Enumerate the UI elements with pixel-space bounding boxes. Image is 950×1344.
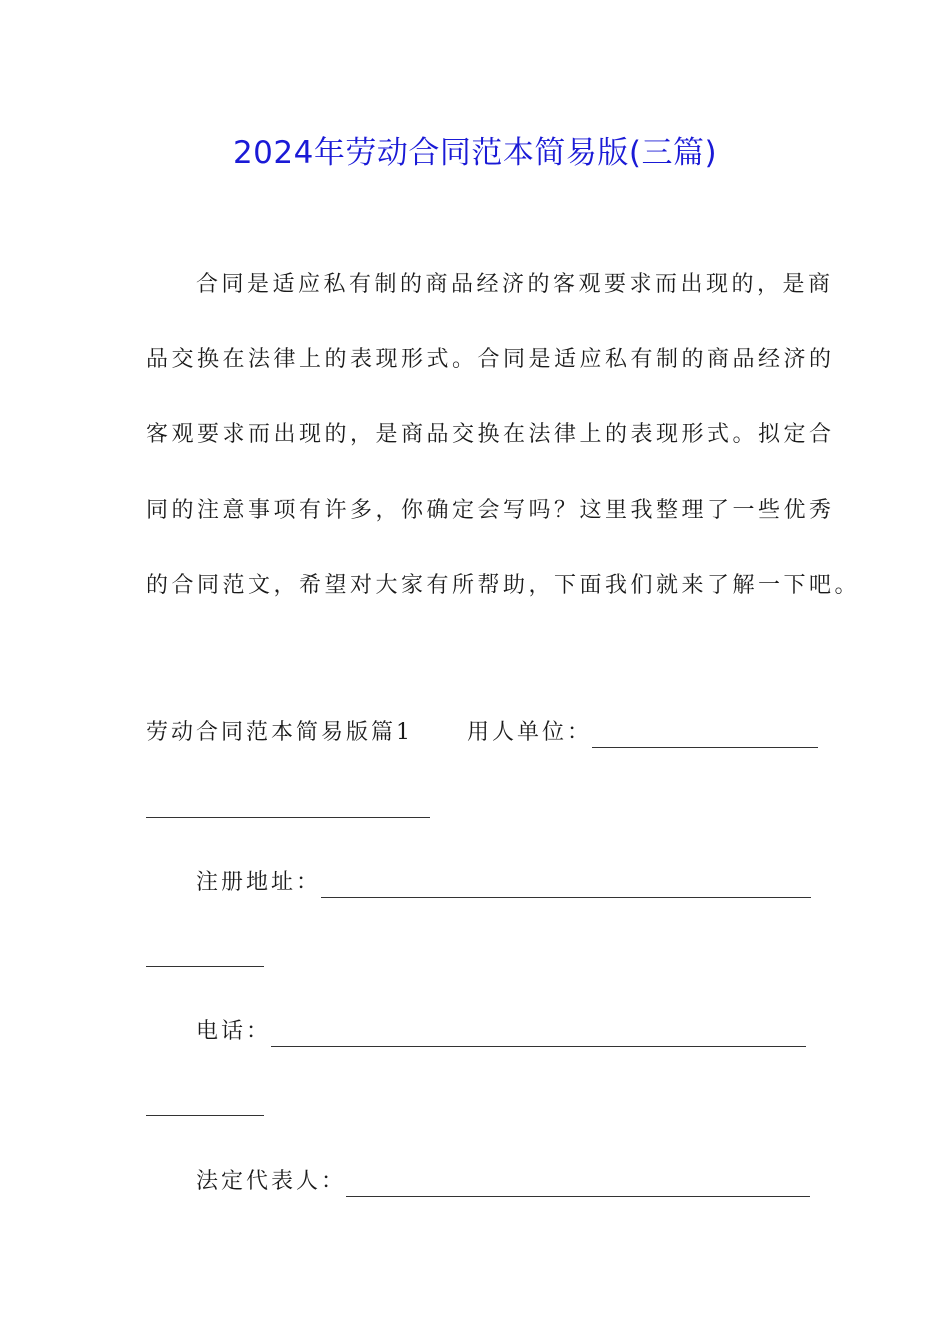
- intro-paragraph-line-5: 的合同范文，希望对大家有所帮助，下面我们就来了解一下吧。: [146, 573, 861, 598]
- phone-blank[interactable]: [271, 1022, 806, 1047]
- legal-rep-row: [196, 1167, 810, 1197]
- legal-rep-blank[interactable]: [346, 1172, 810, 1197]
- intro-paragraph-line-1: 合同是适应私有制的商品经济的客观要求而出现的，是商: [196, 272, 834, 297]
- legal-rep-label: 法定代表人：: [196, 1169, 347, 1194]
- intro-paragraph-line-2: 品交换在法律上的表现形式。合同是适应私有制的商品经济的: [146, 347, 835, 372]
- employer-blank[interactable]: [592, 723, 818, 748]
- document-title: 2024年劳动合同范本简易版(三篇): [232, 135, 718, 171]
- intro-paragraph-line-3: 客观要求而出现的，是商品交换在法律上的表现形式。拟定合: [146, 422, 835, 447]
- intro-paragraph-line-4: 同的注意事项有许多，你确定会写吗？这里我整理了一些优秀: [146, 498, 835, 523]
- phone-blank-continued[interactable]: [146, 1115, 264, 1116]
- employer-row: [146, 718, 818, 748]
- phone-row: [196, 1017, 806, 1047]
- address-row: [196, 868, 811, 898]
- employer-blank-continued[interactable]: [146, 817, 430, 818]
- address-blank-continued[interactable]: [146, 966, 264, 967]
- employer-label: 用人单位：: [467, 720, 593, 745]
- address-blank[interactable]: [321, 873, 811, 898]
- phone-label: 电话：: [196, 1019, 272, 1044]
- address-label: 注册地址：: [196, 870, 322, 895]
- section-heading: 劳动合同范本简易版篇1: [146, 720, 413, 745]
